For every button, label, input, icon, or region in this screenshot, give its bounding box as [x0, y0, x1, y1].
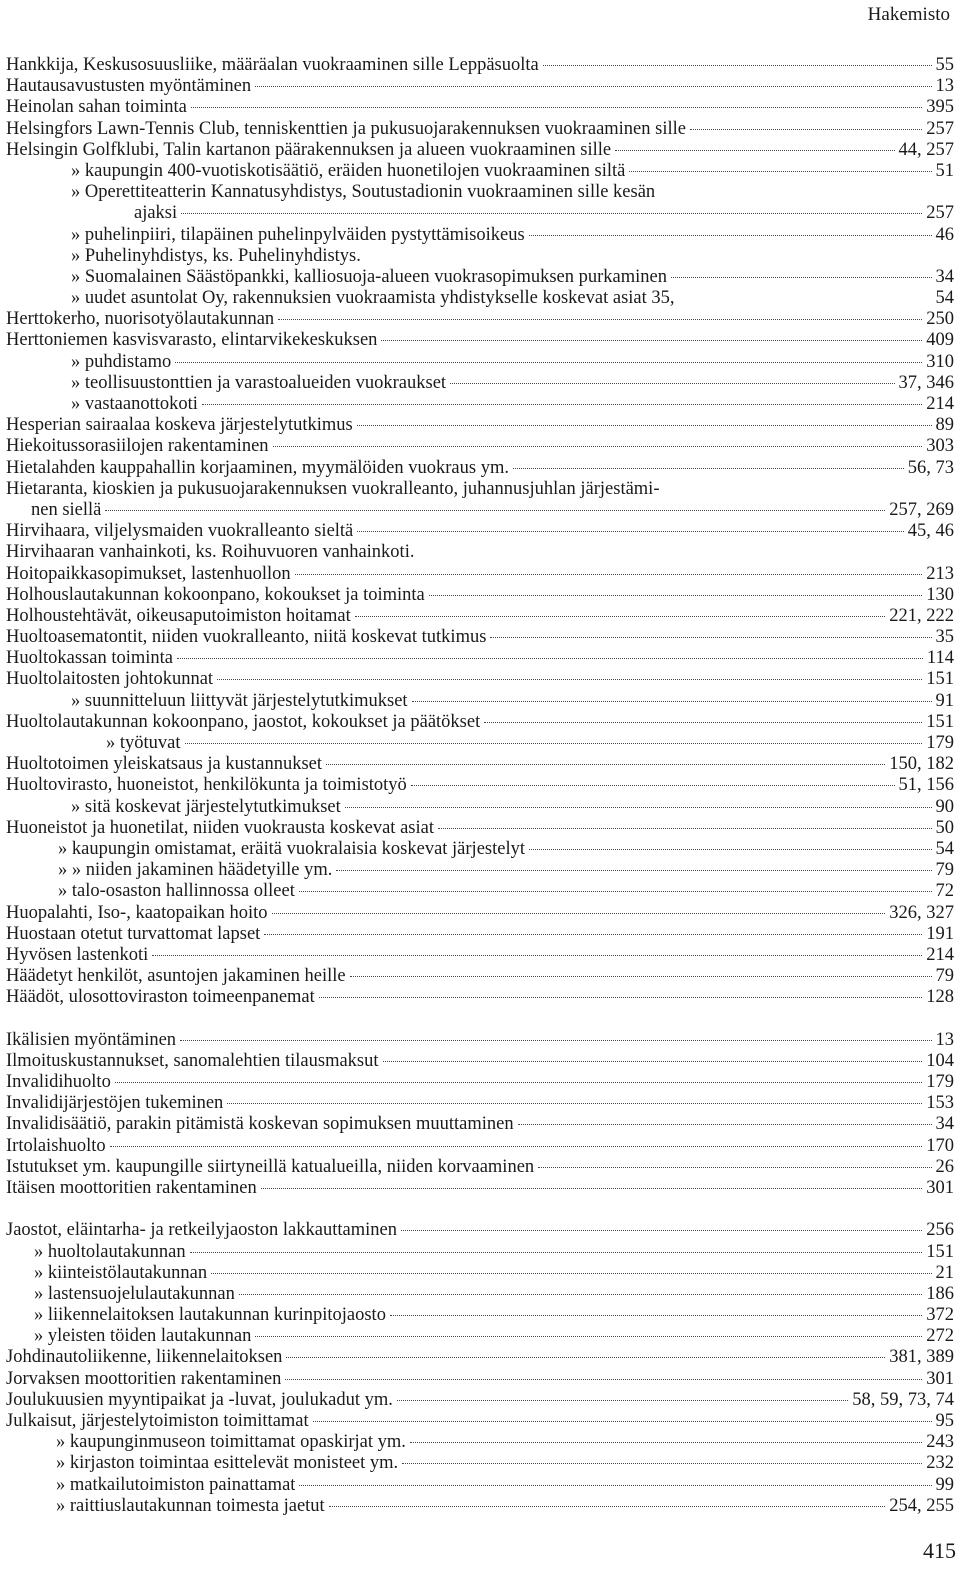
entry-text: » puhdistamo	[71, 351, 172, 372]
entry-pages: 46	[935, 224, 954, 245]
entry-pages: 381, 389	[889, 1347, 954, 1368]
entry-pages: 256	[926, 1220, 954, 1241]
dot-leader	[429, 595, 922, 596]
entry-pages: 254, 255	[889, 1495, 954, 1516]
entry-text: Hirvihaaran vanhainkoti, ks. Roihuvuoren vanhainkoti.	[6, 542, 415, 563]
dot-leader	[286, 1357, 885, 1358]
entry-text: » työtuvat	[106, 733, 181, 753]
entry-pages: 54	[935, 288, 954, 309]
entry-text: » Suomalainen Säästöpankki, kalliosuoja-alueen vuokrasopimuksen purkaminen	[71, 266, 667, 287]
dot-leader	[278, 319, 922, 320]
index-entry	[6, 903, 954, 924]
index-entry	[6, 966, 954, 987]
dot-leader	[690, 129, 922, 130]
entry-pages: 79	[935, 966, 954, 987]
entry-pages: 54	[935, 838, 954, 859]
index-entry	[6, 330, 954, 351]
entry-text: » kirjaston toimintaa esittelevät monisteet ym.	[56, 1453, 399, 1474]
index-entry	[6, 1114, 954, 1135]
entry-pages: 257	[926, 118, 954, 139]
entry-text: » vastaanottokoti	[71, 394, 198, 414]
dot-leader	[272, 913, 886, 914]
entry-text: Holhoustehtävät, oikeusaputoimiston hoitamat	[6, 605, 351, 626]
entry-text: » kaupunginmuseon toimittamat opaskirjat ym.	[56, 1432, 406, 1453]
index-entry	[6, 436, 954, 457]
entry-text: Jaostot, eläintarha- ja retkeilyjaoston lakkauttaminen	[6, 1220, 397, 1241]
entry-pages: 214	[926, 394, 954, 414]
entry-text: Jorvaksen moottoritien rakentaminen	[6, 1368, 282, 1389]
index-entry	[6, 1475, 954, 1496]
entry-text: » Puhelinyhdistys, ks. Puhelinyhdistys.	[71, 245, 361, 266]
entry-text: Irtolaishuolto	[6, 1135, 106, 1156]
index-entry	[6, 394, 954, 415]
entry-pages: 91	[935, 690, 954, 711]
index-entry	[6, 1242, 954, 1263]
entry-text: Johdinautoliikenne, liikennelaitoksen	[6, 1347, 283, 1368]
index-entry	[6, 352, 954, 373]
dot-leader	[518, 1124, 932, 1125]
dot-leader	[175, 362, 922, 363]
dot-leader	[299, 1485, 931, 1486]
entry-text: » suunnitteluun liittyvät järjestelytutkimukset	[71, 690, 408, 711]
index-entry	[6, 839, 954, 860]
dot-leader	[357, 425, 932, 426]
dot-leader	[319, 997, 922, 998]
dot-leader	[615, 150, 894, 151]
entry-pages: 301	[926, 1177, 954, 1198]
entry-pages: 326, 327	[889, 902, 954, 923]
dot-leader	[110, 1146, 923, 1147]
entry-pages: 56, 73	[907, 457, 954, 478]
index-entry	[6, 797, 954, 818]
entry-text: » sitä koskevat järjestelytutkimukset	[71, 796, 341, 817]
entry-text: Itäisen moottoritien rakentaminen	[6, 1177, 257, 1198]
index-entry	[6, 1305, 954, 1326]
dot-leader	[401, 1230, 922, 1231]
entry-text: Invalidisäätiö, parakin pitämistä koskevan sopimuksen muuttaminen	[6, 1114, 514, 1135]
dot-leader	[390, 1315, 922, 1316]
entry-pages: 58, 59, 73, 74	[852, 1389, 954, 1410]
entry-pages: 372	[926, 1305, 954, 1326]
entry-text: Huostaan otetut turvattomat lapset	[6, 923, 261, 944]
index-entry	[6, 987, 954, 1008]
entry-pages: 35	[935, 627, 954, 648]
dot-leader	[529, 849, 932, 850]
dot-leader	[313, 1421, 932, 1422]
entry-pages: 37, 346	[898, 372, 954, 393]
entry-pages: 13	[935, 76, 954, 97]
entry-pages: 213	[926, 563, 954, 584]
dot-leader	[350, 976, 932, 977]
entry-text: Heinolan sahan toiminta	[6, 97, 187, 118]
entry-text: Huoltovirasto, huoneistot, henkilökunta ja toimistotyö	[6, 775, 407, 796]
index-entry	[6, 1432, 954, 1453]
entry-pages: 44, 257	[898, 139, 954, 160]
entry-pages: 186	[926, 1283, 954, 1304]
index-entry	[6, 1178, 954, 1199]
entry-text: Huoneistot ja huonetilat, niiden vuokrausta koskevat asiat	[6, 817, 434, 838]
entry-pages: 104	[926, 1050, 954, 1071]
index-entry	[6, 627, 954, 648]
entry-text: Helsingfors Lawn-Tennis Club, tenniskenttien ja pukusuojarakennuksen vuokraaminen sille	[6, 118, 686, 139]
index-entry	[6, 1411, 954, 1432]
entry-pages: 50	[935, 817, 954, 838]
index-entry	[6, 1347, 954, 1368]
index-entry	[6, 818, 954, 839]
index-entry	[6, 246, 954, 267]
index-entry	[6, 712, 954, 733]
entry-pages: 151	[926, 711, 954, 732]
entry-text: nen siellä	[31, 499, 102, 520]
index-entry	[6, 1157, 954, 1178]
entry-text: Invalidihuolto	[6, 1072, 111, 1092]
entry-pages: 55	[935, 55, 954, 75]
entry-text: Holhouslautakunnan kokoonpano, kokoukset ja toiminta	[6, 584, 425, 605]
entry-pages: 170	[926, 1135, 954, 1156]
dot-leader	[105, 510, 885, 511]
entry-text: » puhelinpiiri, tilapäinen puhelinpylväiden pystyttämisoikeus	[71, 224, 525, 245]
index-entry	[6, 1496, 954, 1517]
entry-text: Ikälisien myöntäminen	[6, 1029, 177, 1050]
entry-text: » » niiden jakaminen häädetyille ym.	[58, 860, 333, 881]
entry-pages: 272	[926, 1326, 954, 1347]
dot-leader	[185, 743, 923, 744]
dot-leader	[381, 340, 922, 341]
entry-pages: 301	[926, 1368, 954, 1389]
index-entry	[6, 775, 954, 796]
dot-leader	[227, 1103, 922, 1104]
entry-text: » Operettiteatterin Kannatusyhdistys, Soutustadionin vuokraaminen sille kesän	[71, 182, 656, 203]
entry-text: ajaksi	[134, 203, 178, 224]
entry-text: Helsingin Golfklubi, Talin kartanon päärakennuksen ja alueen vuokraaminen sille	[6, 139, 612, 160]
index-entry	[6, 542, 954, 563]
entry-pages: 114	[926, 648, 954, 669]
index-entry	[6, 1263, 954, 1284]
entry-pages: 51, 156	[898, 775, 954, 796]
index-entry	[6, 267, 954, 288]
index-entry	[6, 585, 954, 606]
entry-text: » raittiuslautakunnan toimesta jaetut	[56, 1495, 325, 1516]
index-entry	[6, 1051, 954, 1072]
entry-text: » teollisuustonttien ja varastoalueiden vuokraukset	[71, 372, 447, 393]
entry-pages: 21	[935, 1262, 954, 1283]
entry-pages: 250	[926, 309, 954, 330]
dot-leader	[397, 1400, 848, 1401]
index-entry	[6, 691, 954, 712]
index-entry	[6, 1390, 954, 1411]
entry-text: » kaupungin omistamat, eräitä vuokralaisia koskevat järjestelyt	[58, 838, 525, 859]
dot-leader	[181, 213, 922, 214]
section-gap	[6, 1199, 954, 1220]
entry-text: Huoltoasematontit, niiden vuokralleanto, niitä koskevat tutkimus	[6, 627, 487, 648]
entry-text: » lastensuojelulautakunnan	[34, 1283, 235, 1304]
dot-leader	[152, 955, 922, 956]
dot-leader	[211, 1273, 931, 1274]
entry-pages: 51	[935, 160, 954, 181]
page-number: 415	[923, 1538, 956, 1563]
entry-pages: 151	[926, 1241, 954, 1262]
entry-text: » yleisten töiden lautakunnan	[34, 1326, 252, 1347]
entry-pages: 130	[926, 584, 954, 605]
index-entry	[6, 373, 954, 394]
entry-text: Hoitopaikkasopimukset, lastenhuollon	[6, 563, 291, 584]
entry-text: Häädöt, ulosottoviraston toimeenpanemat	[6, 987, 315, 1008]
dot-leader	[115, 1082, 922, 1083]
entry-text: » kaupungin 400-vuotiskotisäätiö, eräiden huonetilojen vuokraaminen siltä	[71, 160, 626, 181]
dot-leader	[383, 1061, 923, 1062]
dot-leader	[513, 468, 904, 469]
index-entry	[6, 1453, 954, 1474]
dot-leader	[336, 870, 931, 871]
index-entry	[6, 648, 954, 669]
dot-leader	[345, 807, 932, 808]
entry-pages: 45, 46	[907, 521, 954, 542]
entry-text: Invalidijärjestöjen tukeminen	[6, 1093, 224, 1114]
dot-leader	[261, 1188, 923, 1189]
entry-pages: 13	[935, 1029, 954, 1050]
dot-leader	[329, 1506, 886, 1507]
dot-leader	[355, 616, 885, 617]
entry-text: Häädetyt henkilöt, asuntojen jakaminen heille	[6, 966, 346, 987]
entry-text: Herttokerho, nuorisotyölautakunnan	[6, 309, 275, 330]
entry-pages: 26	[935, 1156, 954, 1177]
dot-leader	[490, 637, 931, 638]
entry-text: » matkailutoimiston painattamat	[56, 1474, 296, 1495]
entry-pages: 34	[935, 266, 954, 287]
index-entry	[6, 521, 954, 542]
entry-pages: 153	[926, 1093, 954, 1114]
index-entry	[6, 500, 954, 521]
index-entry	[6, 669, 954, 690]
entry-pages: 150, 182	[889, 754, 954, 775]
entry-text: Huopalahti, Iso-, kaatopaikan hoito	[6, 902, 268, 923]
dot-leader	[402, 1463, 922, 1464]
dot-leader	[450, 383, 894, 384]
entry-pages: 179	[926, 1072, 954, 1092]
entry-text: » talo-osaston hallinnossa olleet	[58, 881, 295, 902]
entry-text: Hyvösen lastenkoti	[6, 944, 149, 965]
index-entry	[6, 754, 954, 775]
dot-leader	[357, 531, 903, 532]
index-entry	[6, 203, 954, 224]
dot-leader	[671, 277, 932, 278]
index-entry	[6, 182, 954, 203]
dot-leader	[412, 701, 932, 702]
entry-pages: 409	[926, 330, 954, 351]
entry-text: Huoltolaitosten johtokunnat	[6, 669, 214, 690]
dot-leader	[239, 1294, 922, 1295]
entry-pages: 34	[935, 1114, 954, 1135]
index-entry	[6, 1093, 954, 1114]
entry-text: Hiekoitussorasiilojen rakentaminen	[6, 436, 269, 457]
dot-leader	[285, 1379, 922, 1380]
entry-text: Huoltolautakunnan kokoonpano, jaostot, kokoukset ja päätökset	[6, 711, 481, 732]
dot-leader	[180, 1040, 931, 1041]
dot-leader	[217, 679, 922, 680]
index-entry	[6, 1136, 954, 1157]
index-entry	[6, 479, 954, 500]
index-entry	[6, 288, 954, 309]
dot-leader	[326, 764, 885, 765]
dot-leader	[202, 404, 922, 405]
dot-leader	[264, 934, 922, 935]
dot-leader	[410, 1442, 922, 1443]
section-gap	[6, 1008, 954, 1029]
entry-pages: 214	[926, 944, 954, 965]
dot-leader	[484, 722, 922, 723]
entry-pages: 257	[926, 203, 954, 224]
dot-leader	[255, 86, 931, 87]
index-entry	[6, 606, 954, 627]
entry-text: Hankkija, Keskusosuusliike, määräalan vuokraaminen sille Leppäsuolta	[6, 55, 539, 75]
dot-leader	[177, 658, 923, 659]
index-entry	[6, 119, 954, 140]
index-entry	[6, 924, 954, 945]
entry-text: Joulukuusien myyntipaikat ja -luvat, joulukadut ym.	[6, 1389, 393, 1410]
index-entry	[6, 1284, 954, 1305]
dot-leader	[273, 446, 923, 447]
entry-text: Hesperian sairaalaa koskeva järjestelytutkimus	[6, 415, 353, 436]
entry-pages: 95	[935, 1411, 954, 1431]
dot-leader	[190, 1252, 923, 1253]
entry-text: » kiinteistölautakunnan	[34, 1262, 208, 1283]
dot-leader	[438, 828, 932, 829]
index-entry	[6, 309, 954, 330]
entry-pages: 191	[926, 923, 954, 944]
index-entry	[6, 1030, 954, 1051]
entry-pages: 179	[926, 733, 954, 753]
entry-pages: 232	[926, 1453, 954, 1474]
entry-pages: 303	[926, 436, 954, 457]
index-entry	[6, 161, 954, 182]
running-header: Hakemisto	[867, 4, 950, 25]
entry-pages: 243	[926, 1432, 954, 1453]
dot-leader	[295, 574, 923, 575]
dot-leader	[299, 891, 932, 892]
index-entry	[6, 458, 954, 479]
entry-text: Julkaisut, järjestelytoimiston toimittamat	[6, 1411, 309, 1431]
entry-pages: 395	[926, 97, 954, 118]
entry-text: Hautausavustusten myöntäminen	[6, 76, 252, 97]
entry-pages: 310	[926, 351, 954, 372]
entry-text: Hirvihaara, viljelysmaiden vuokralleanto sieltä	[6, 521, 354, 542]
entry-text: Huoltokassan toiminta	[6, 648, 173, 669]
index-entry	[6, 76, 954, 97]
index-entry	[6, 97, 954, 118]
index-entry	[6, 1326, 954, 1347]
index-entry	[6, 225, 954, 246]
dot-leader	[411, 785, 895, 786]
index-entry	[6, 1369, 954, 1390]
entry-pages: 257, 269	[889, 499, 954, 520]
index-entry	[6, 415, 954, 436]
dot-leader	[191, 107, 922, 108]
dot-leader	[529, 235, 932, 236]
index-entry	[6, 881, 954, 902]
index-entry	[6, 1220, 954, 1241]
entry-text: » liikennelaitoksen lautakunnan kurinpitojaosto	[34, 1305, 386, 1326]
dot-leader	[255, 1336, 922, 1337]
dot-leader	[543, 65, 932, 66]
index-entry	[6, 564, 954, 585]
entry-text: Herttoniemen kasvisvarasto, elintarvikekeskuksen	[6, 330, 378, 351]
entry-pages: 90	[935, 796, 954, 817]
entry-text: Istutukset ym. kaupungille siirtyneillä katualueilla, niiden korvaaminen	[6, 1156, 535, 1177]
dot-leader	[538, 1167, 931, 1168]
entry-text: Hietalahden kauppahallin korjaaminen, myymälöiden vuokraus ym.	[6, 457, 509, 478]
index-entry	[6, 945, 954, 966]
entry-text: » huoltolautakunnan	[34, 1241, 186, 1262]
index-list	[6, 55, 954, 1517]
entry-pages: 89	[935, 415, 954, 436]
entry-text: Huoltotoimen yleiskatsaus ja kustannukset	[6, 754, 322, 775]
entry-pages: 79	[935, 860, 954, 881]
index-entry	[6, 1072, 954, 1093]
index-entry	[6, 733, 954, 754]
entry-text: Ilmoituskustannukset, sanomalehtien tilausmaksut	[6, 1050, 379, 1071]
dot-leader	[629, 171, 931, 172]
entry-text: Hietaranta, kioskien ja pukusuojarakennuksen vuokralleanto, juhannusjuhlan järjestämi-	[6, 478, 660, 499]
index-entry	[6, 140, 954, 161]
index-entry	[6, 55, 954, 76]
entry-text: » uudet asuntolat Oy, rakennuksien vuokraamista yhdistykselle koskevat asiat 35,	[71, 288, 675, 309]
entry-pages: 151	[926, 669, 954, 690]
entry-pages: 72	[935, 881, 954, 902]
entry-pages: 221, 222	[889, 605, 954, 626]
entry-pages: 128	[926, 987, 954, 1008]
entry-pages: 99	[935, 1474, 954, 1495]
index-entry	[6, 860, 954, 881]
